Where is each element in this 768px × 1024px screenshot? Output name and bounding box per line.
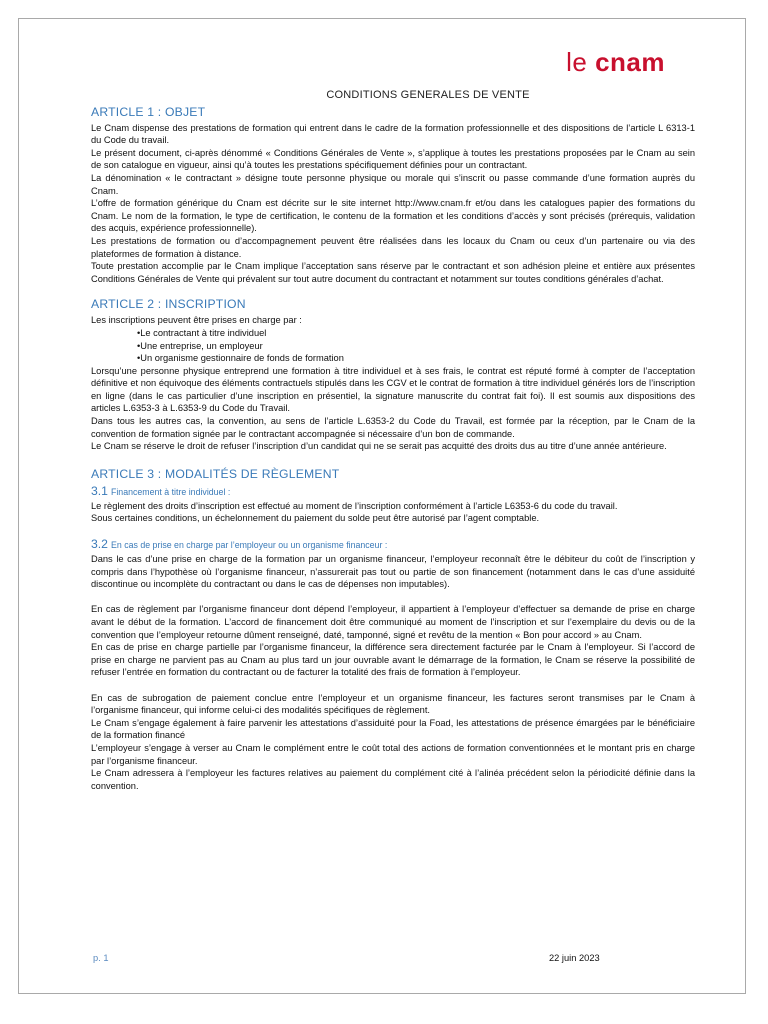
list-item: •Une entreprise, un employeur (137, 340, 263, 351)
list-item: •Un organisme gestionnaire de fonds de formation (137, 353, 344, 364)
cnam-logo: le cnam (566, 47, 665, 77)
paragraph: L’employeur s’engage à verser au Cnam le complément entre le coût total des actions de formation conventionnées et le montant pris en charge par l’organisme financeur. (91, 742, 695, 766)
paragraph: Dans tous les autres cas, la convention, au sens de l’article L.6353-2 du Code du Travail, est formée par la réception, par le Cnam de la convention de formation signée par le contractant accompagnée si nécessaire d’un bon de commande. (91, 416, 695, 439)
footer-date: 22 juin 2023 (549, 953, 600, 963)
list-item: •Le contractant à titre individuel (137, 327, 267, 338)
paragraph: Dans le cas d’une prise en charge de la formation par un organisme financeur, l’employeur reconnaît être le débiteur du coût de l’inscription y compris dans l’hypothèse où l’organisme financeur, n’assurerait pas tout ou partie de son financement (notamment dans le cas d’une assiduité discontinue ou incomplète du contractant ou dans le cas de dépenses non imputables). (91, 554, 695, 590)
section-3-1-heading: 3.1 Financement à titre individuel : (91, 483, 231, 498)
paragraph: Le présent document, ci-après dénommé « Conditions Générales de Vente », s’applique à toutes les prestations proposées par le Cnam au sein de son catalogue en vigueur, ainsi qu’à toutes les prestations spécifiquement définies pour un contractant. (91, 147, 695, 171)
paragraph: La dénomination « le contractant » désigne toute personne physique ou morale qui s’inscrit ou passe commande d’une formation auprès du Cnam. (91, 172, 695, 196)
paragraph: Toute prestation accomplie par le Cnam implique l’acceptation sans réserve par le contractant et son adhésion pleine et entière aux présentes Conditions Générales de Vente qui prévalent sur tout autre document du contractant et notamment sur toutes conditions générales d’achat. (91, 261, 695, 284)
paragraph: Le règlement des droits d’inscription est effectué au moment de l’inscription conformément à l’article L6353-6 du code du travail. (91, 500, 618, 511)
inscription-list (91, 327, 695, 365)
paragraph: Lorsqu’une personne physique entreprend une formation à titre individuel et à ses frais, le contrat est réputé formé à compter de l’acceptation définitive et non équivoque des éléments contractuels stipulés dans les CGV et le contrat de formation à titre individuel générés lors de l’inscription en ligne (dans le cas particulier d’une inscription en présentiel, la signature manuscrite du contrat fait foi). Il est soumis aux dispositions des articles L.6353-3 à L.6353-9 du Code du Travail. (91, 365, 695, 414)
paragraph: L’offre de formation générique du Cnam est décrite sur le site internet http://www.cnam.fr et/ou dans les catalogues papier des formations du Cnam. Le nom de la formation, le type de certification, le contenu de la formation et les conditions d’accès y sont précisés (prérequis, validation des acquis, expérience professionnelle). (91, 198, 695, 234)
paragraph: Le Cnam adressera à l’employeur les factures relatives au paiement du complément cité à l’alinéa précédent selon la périodicité définie dans la convention. (91, 768, 695, 791)
paragraph: Les inscriptions peuvent être prises en charge par : (91, 315, 302, 326)
paragraph: Le Cnam s’engage également à faire parvenir les attestations d’assiduité pour la Foad, les attestations de présence émargées par le bénéficiaire de la formation financé (91, 717, 695, 741)
section-3-2-heading: 3.2 En cas de prise en charge par l’employeur ou un organisme financeur : (91, 537, 388, 552)
document-body (91, 89, 695, 792)
paragraph: Les prestations de formation ou d’accompagnement peuvent être réalisées dans les locaux du Cnam ou ceux d’un partenaire ou via des plateformes de formation à distance. (91, 235, 695, 259)
article-1-heading: ARTICLE 1 : OBJET (91, 104, 206, 119)
paragraph: Le Cnam dispense des prestations de formation qui entrent dans le cadre de la formation professionnelle et des dispositions de l’article L 6313-1 du Code du travail. (91, 122, 695, 146)
paragraph: En cas de prise en charge partielle par l’organisme financeur, la différence sera directement facturée par le Cnam à l’employeur. Si l’accord de prise en charge ne parvient pas au Cnam au plus tard un jour ouvrable avant le démarrage de la formation, le Cnam se réserve la possibilité de refuser l’entrée en formation du contractant ou de facturer la totalité des frais de formation à l’employeur. (91, 642, 695, 678)
article-3-heading: ARTICLE 3 : MODALITÉS DE RÈGLEMENT (91, 466, 340, 481)
paragraph: En cas de subrogation de paiement conclue entre l’employeur et un organisme financeur, les factures seront transmises par le Cnam à l’organisme financeur, qui informe celui-ci des modalités spécifiques de règlement. (91, 692, 695, 716)
paragraph: En cas de règlement par l’organisme financeur dont dépend l’employeur, il appartient à l’employeur d’effectuer sa demande de prise en charge avant le début de la formation. L’accord de financement doit être communiqué au moment de l’inscription et sur l’exemplaire du devis ou de la convention que l’employeur retourne dûment renseigné, daté, tamponné, signé et revêtu de la mention « Bon pour accord » au Cnam. (91, 604, 695, 640)
document-page (18, 18, 746, 994)
article-2-heading: ARTICLE 2 : INSCRIPTION (91, 297, 246, 312)
paragraph: Le Cnam se réserve le droit de refuser l’inscription d’un candidat qui ne se serait pas acquitté des droits dus au titre d’une année antérieure. (91, 441, 667, 452)
document-title: CONDITIONS GENERALES DE VENTE (326, 89, 530, 101)
page-number: p. 1 (93, 953, 109, 963)
paragraph: Sous certaines conditions, un échelonnement du paiement du solde peut être autorisé par l’agent comptable. (91, 513, 540, 524)
